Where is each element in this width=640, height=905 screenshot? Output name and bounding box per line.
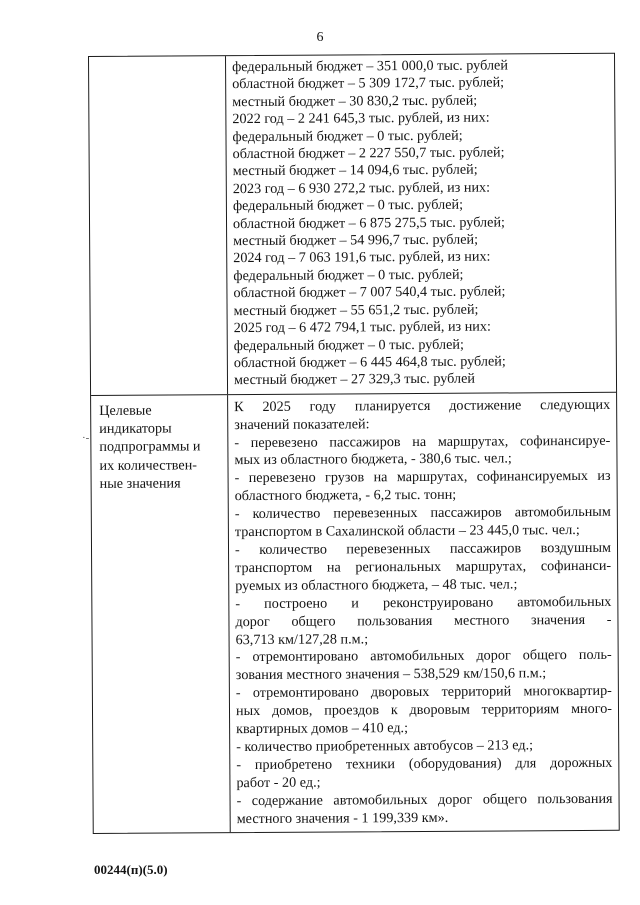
indicator-line: - содержание автомобильных дорог общего пользования: [236, 790, 613, 809]
indicator-line: - перевезено грузов на маршрутах, софинансируемых из: [234, 468, 611, 487]
budget-line: областной бюджет – 7 007 540,4 тыс. рублей;: [233, 283, 506, 302]
budget-line: 2022 год – 2 241 645,3 тыс. рублей, из них:: [232, 109, 490, 128]
indicator-line: руемых из областного бюджета, – 48 тыс. чел.;: [235, 576, 518, 594]
indicator-line: местного значения - 1 199,339 км».: [236, 809, 449, 827]
indicators-label-cell: [91, 395, 231, 834]
budget-line: федеральный бюджет – 351 000,0 тыс. рублей: [232, 57, 508, 76]
indicator-line: - отремонтировано дворовых территорий многоквартир-: [235, 683, 612, 702]
budget-line: местный бюджет – 14 094,6 тыс. рублей;: [232, 162, 478, 180]
indicator-line: транспортом на региональных маршрутах, софинанси-: [235, 557, 612, 576]
footer-document-code: 00244(п)(5.0): [94, 862, 168, 877]
budget-line: областной бюджет – 6 445 464,8 тыс. рублей;: [233, 353, 506, 372]
indicators-values-cell: [228, 392, 619, 832]
indicator-line: - построено и реконструировано автомобильных: [235, 593, 612, 612]
indicator-line: дорог общего пользования местного значения -: [235, 611, 612, 630]
budget-line: местный бюджет – 54 996,7 тыс. рублей;: [233, 231, 479, 250]
indicator-line: К 2025 году планируется достижение следующих: [234, 396, 611, 415]
budget-line: местный бюджет – 55 651,2 тыс. рублей;: [233, 301, 479, 319]
indicator-line: - перевезено пассажиров на маршрутах, софинансируе-: [234, 432, 611, 451]
budget-line: местный бюджет – 27 329,3 тыс. рублей: [233, 370, 476, 389]
indicator-line: 63,713 км/127,28 п.м.;: [235, 630, 369, 648]
indicator-line: квартирных домов – 410 ед.;: [236, 720, 409, 738]
indicator-line: работ - 20 ед.;: [236, 774, 321, 791]
indicator-line: мых из областного бюджета, - 380,6 тыс. чел.;: [234, 450, 512, 469]
budget-breakdown-cell: [226, 54, 616, 394]
page-number: 6: [316, 30, 324, 45]
indicators-label-line: их количествен-: [99, 456, 198, 474]
table-row-indicators: [91, 391, 619, 833]
indicator-line: - количество перевезенных пассажиров автомобильным: [234, 503, 611, 523]
indicator-line: транспортом в Сахалинской области – 23 445,0 тыс. чел.;: [234, 522, 580, 541]
row-label-empty: [89, 56, 228, 395]
budget-line: 2023 год – 6 930 272,2 тыс. рублей, из них:: [232, 179, 491, 197]
budget-line: областной бюджет – 5 309 172,7 тыс. рублей;: [232, 74, 505, 93]
budget-indicators-table: [88, 53, 620, 835]
indicators-label-line: Целевые: [99, 402, 152, 419]
budget-line: 2025 год – 6 472 794,1 тыс. рублей, из них:: [233, 318, 491, 337]
table-row-budget: [89, 54, 616, 395]
indicator-line: зования местного значения – 538,529 км/150,6 п.м.;: [235, 665, 547, 684]
indicators-label-line: индикаторы: [99, 420, 172, 437]
indicator-line: - приобретено техники (оборудования) для дорожных: [236, 754, 613, 773]
budget-line: местный бюджет – 30 830,2 тыс. рублей;: [232, 92, 478, 110]
indicators-label-line: ные значения: [99, 475, 181, 492]
indicator-line: - отремонтировано автомобильных дорог общего поль-: [235, 647, 612, 666]
budget-line: федеральный бюджет – 0 тыс. рублей;: [233, 336, 464, 354]
scan-speck: ·-: [82, 432, 90, 444]
indicator-line: ных домов, проездов к дворовым территориям много-: [235, 700, 613, 720]
budget-line: федеральный бюджет – 0 тыс. рублей;: [233, 266, 464, 284]
budget-line: 2024 год – 7 063 191,6 тыс. рублей, из них:: [233, 249, 491, 267]
indicators-label-line: подпрограммы и: [99, 438, 201, 456]
indicator-line: значений показателей:: [234, 415, 370, 433]
budget-line: областной бюджет – 6 875 275,5 тыс. рублей;: [232, 214, 506, 232]
budget-line: федеральный бюджет – 0 тыс. рублей;: [232, 196, 464, 215]
indicator-line: областного бюджета, - 6,2 тыс. тонн;: [234, 487, 457, 505]
indicator-line: - количество перевезенных пассажиров воздушным: [234, 539, 612, 559]
budget-line: федеральный бюджет – 0 тыс. рублей;: [232, 127, 463, 145]
indicator-line: - количество приобретенных автобусов – 213 ед.;: [236, 737, 534, 756]
budget-line: областной бюджет – 2 227 550,7 тыс. рублей;: [232, 144, 505, 163]
